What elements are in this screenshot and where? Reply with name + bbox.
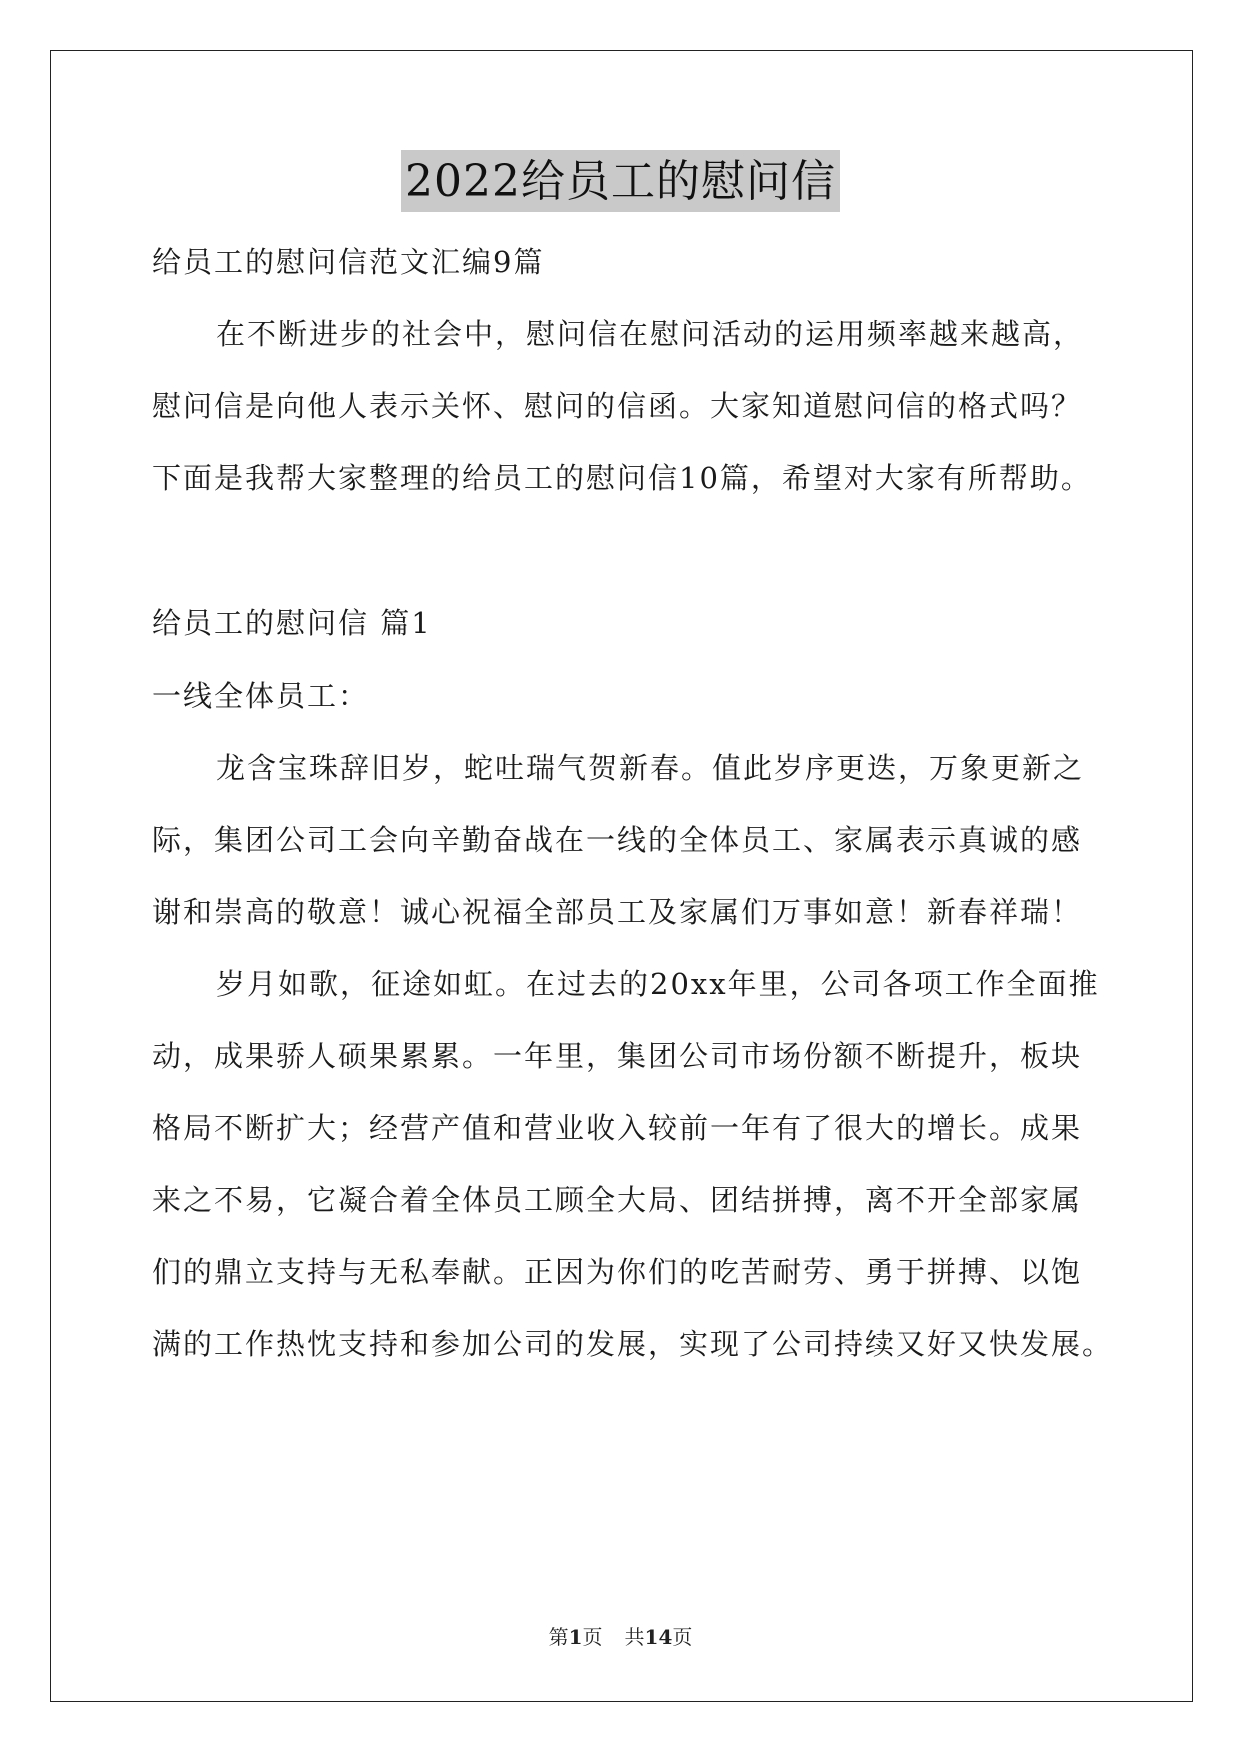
total-pages: 14 xyxy=(644,1625,673,1649)
salutation-line: 一线全体员工： xyxy=(152,679,370,713)
title-wrapper xyxy=(0,150,1241,212)
body-line: 岁月如歌，征途如虹。在过去的20xx年里，公司各项工作全面推 xyxy=(216,967,1100,1001)
page-prefix: 第 xyxy=(548,1625,569,1649)
body-line: 际，集团公司工会向辛勤奋战在一线的全体员工、家属表示真诚的感 xyxy=(152,823,1083,857)
document-title: 2022给员工的慰问信 xyxy=(401,150,840,212)
page-suffix: 页 xyxy=(582,1625,603,1649)
page-number: 1 xyxy=(568,1625,583,1649)
body-line: 格局不断扩大；经营产值和营业收入较前一年有了很大的增长。成果 xyxy=(152,1111,1083,1145)
body-line: 们的鼎立支持与无私奉献。正因为你们的吃苦耐劳、勇于拼搏、以饱 xyxy=(152,1255,1083,1289)
body-line: 谢和崇高的敬意！诚心祝福全部员工及家属们万事如意！新春祥瑞！ xyxy=(152,895,1083,929)
total-suffix: 页 xyxy=(672,1625,693,1649)
body-line: 龙含宝珠辞旧岁，蛇吐瑞气贺新春。值此岁序更迭，万象更新之 xyxy=(216,751,1085,785)
subtitle-line: 给员工的慰问信范文汇编9篇 xyxy=(152,245,545,279)
section-heading: 给员工的慰问信 篇1 xyxy=(152,606,432,640)
intro-line: 慰问信是向他人表示关怀、慰问的信函。大家知道慰问信的格式吗？ xyxy=(152,389,1083,423)
body-line: 动，成果骄人硕果累累。一年里，集团公司市场份额不断提升，板块 xyxy=(152,1039,1083,1073)
page-border xyxy=(50,50,1193,1702)
body-line: 来之不易，它凝合着全体员工顾全大局、团结拼搏，离不开全部家属 xyxy=(152,1183,1083,1217)
body-line: 满的工作热忱支持和参加公司的发展，实现了公司持续又好又快发展。 xyxy=(152,1327,1114,1361)
page-footer xyxy=(0,1624,1241,1650)
intro-line: 下面是我帮大家整理的给员工的慰问信10篇，希望对大家有所帮助。 xyxy=(152,461,1092,495)
intro-line: 在不断进步的社会中，慰问信在慰问活动的运用频率越来越高， xyxy=(216,317,1085,351)
total-prefix: 共 xyxy=(624,1625,645,1649)
